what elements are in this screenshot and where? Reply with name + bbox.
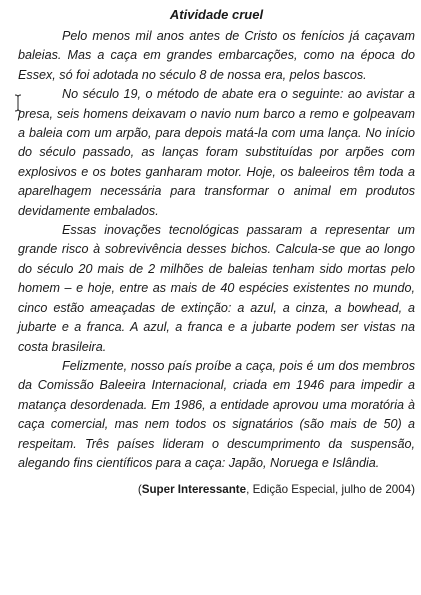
source-citation — [18, 482, 415, 498]
document-title: Atividade cruel — [169, 7, 264, 22]
document-body — [18, 27, 415, 473]
paragraph-2: No século 19, o método de abate era o seguinte: ao avistar a presa, seis homens deixavam o navio num barco a remo e golpeavam a baleia com um arpão, para depois matá-la com uma lança. No início do século passado, as lanças foram substituídas por arpões com explosivos e os botes ganharam motor. Hoje, os baleeiros têm toda a aparelhagem necessária para transformar o animal em produtos devidamente embalados. — [18, 87, 415, 218]
source-open-paren: ( — [137, 483, 142, 497]
paragraph-1: Pelo menos mil anos antes de Cristo os fenícios já caçavam baleias. Mas a caça em grandes embarcações, como na época do Essex, só foi adotada no século 8 de nossa era, pelos bascos. — [18, 29, 415, 82]
source-details: , Edição Especial, julho de 2004) — [246, 483, 415, 497]
text-cursor-icon — [14, 94, 22, 112]
source-publication: Super Interessante — [141, 483, 247, 497]
paragraph-3: Essas inovações tecnológicas passaram a representar um grande risco à sobrevivência desses bichos. Calcula-se que ao longo do século 20 mais de 2 milhões de baleias tenham sido mortas pelo homem – e hoje, entre as mais de 40 espécies existentes no mundo, cinco estão ameaçadas de extinção: a azul, a cinza, a bowhead, a jubarte e a franca. A azul, a franca e a jubarte podem ser vistas na costa brasileira. — [18, 223, 415, 354]
paragraph-4: Felizmente, nosso país proíbe a caça, pois é um dos membros da Comissão Baleeira Internacional, criada em 1946 para impedir a matança desordenada. Em 1986, a entidade aprovou uma moratória à caça comercial, mas nem todos os signatários (são mais de 50) a respeitam. Três países lideram o descumprimento da suspensão, alegando fins científicos para a caça: Japão, Noruega e Islândia. — [18, 358, 415, 470]
document-page — [18, 6, 415, 498]
